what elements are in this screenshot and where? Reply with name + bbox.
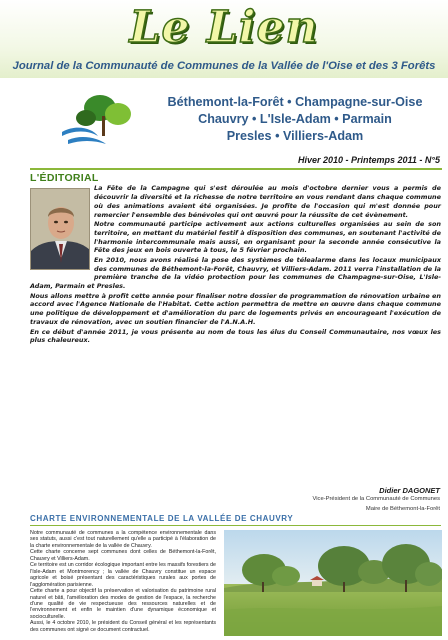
charter-paragraph: Cette charte a pour objectif la préservation et valorisation du patrimoine rural naturel et bâti, l'amélioration des modes de gestion de l'espace, la recherche d'une qualité de vie respectueuse des ressources naturelles et de l'environnement et enfin le maintien d'une dynamique économique et socioculturelle. [30,588,216,620]
journal-subtitle: Journal de la Communauté de Communes de la Vallée de l'Oise et des 3 Forêts [12,60,436,72]
charter-paragraph: Aussi, le 4 octobre 2010, le président du Conseil général et les représentants des communes ont signé ce document contractuel. [30,620,216,633]
charter-body [30,530,216,633]
editorial-paragraph: En 2010, nous avons réalisé la pose des systèmes de télealarme dans les locaux municipaux des communes de Béthemont-la-Forêt, Chauvry, et Villiers-Adam. 2011 verra l'installation de la première tranche de la vidéo protection pour les communes de Champagne-sur-Oise, L'Isle-Adam, Parmain et Presles. [30,255,441,291]
editorial-paragraph: Notre communauté participe activement aux actions culturelles organisées au sein de son territoire, en mettant du matériel festif à disposition des communes, en soutenant l'activité de l'harmonie intercommunale mais aussi, en organisant pour la seconde année consécutive la Fête des jeux en bois ouverte à tous, le 5 février prochain. [94,219,441,255]
editorial-paragraph: En ce début d'année 2011, je vous présente au nom de tous les élus du Conseil Communautaire, nos vœux les plus chaleureux. [30,327,441,345]
charter-heading: CHARTE ENVIRONNEMENTALE DE LA VALLÉE DE CHAUVRY [30,514,441,526]
community-logo-icon [58,88,140,152]
charter-paragraph: Notre communauté de communes a la compétence environnementale dans ses statuts, aussi c'est tout naturellement qu'elle a participé à l'élaboration de la charte environnementale de la vallée de Chauvry. [30,530,216,549]
editorial-paragraph: La Fête de la Campagne qui s'est déroulée au mois d'octobre dernier vous a permis de découvrir la diversité et la richesse de notre territoire en vous rendant dans chaque commune où des animations avaient été organisées. Je profite de l'occasion qui m'est donnée pour remercier l'ensemble des bénévoles qui ont œuvré pour la réussite de cet évènement. [94,184,441,219]
charter-paragraph: Cette charte concerne sept communes dont celles de Béthemont-la-Forêt, Chauvry et Villiers-Adam. [30,549,216,562]
editorial-signature [313,486,441,514]
editorial-body [30,184,441,346]
signature-name: Didier DAGONET [379,486,440,495]
communes-line-1: Béthemont-la-Forêt • Champagne-sur-Oise [167,95,423,109]
communes-line-2: Chauvry • L'Isle-Adam • Parmain [198,112,392,126]
header-divider [30,168,442,170]
signature-role: Vice-Président de la Communauté de Communes [312,496,440,502]
valley-landscape-photo [224,530,442,636]
communes-line-3: Presles • Villiers-Adam [226,129,364,143]
member-communes [150,94,440,145]
editorial-heading: L'ÉDITORIAL [30,172,99,184]
editorial-paragraph: Nous allons mettre à profit cette année pour finaliser notre dossier de programmation de rénovation urbaine en accord avec l'Agence Nationale de l'Habitat. Cette action permettra de mettre en œuvre dans chaque commune une politique de développement et d'amélioration du parc de logements privés en encourageant l'exécution de travaux de rénovation, avec un soutien financier de l'A.N.A.H. [30,291,441,327]
issue-label: Hiver 2010 - Printemps 2011 - N°5 [297,155,440,165]
masthead [0,0,448,78]
signature-role: Maire de Béthemont-la-Forêt [365,505,440,512]
journal-title: Le Lien [129,2,319,53]
charter-paragraph: Ce territoire est un corridor écologique important entre les massifs forestiers de l'Isle-Adam et Montmorency ; la vallée de Chauvry constitue un espace agricole et boisé présentant des caractéristiques rurales aux portes de l'agglomération parisienne. [30,562,216,588]
